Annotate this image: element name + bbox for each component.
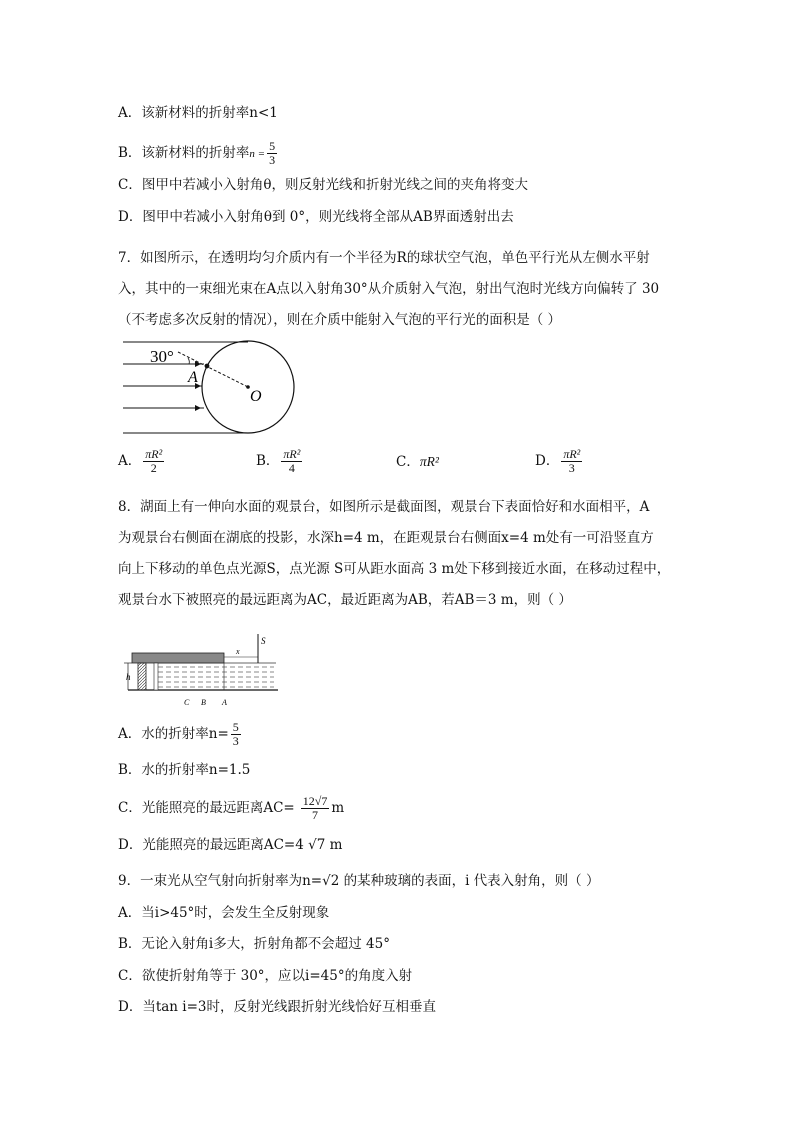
q6-option-b-text: B．该新材料的折射率 [118,145,250,161]
q7-stem-line-3: （不考虑多次反射的情况），则在介质中能射入气泡的平行光的面积是（ ） [118,312,562,328]
q8-option-d: D．光能照亮的最远距离AC=4 √7 m [118,837,343,853]
label-c: C [184,698,190,707]
q8-stem-line-4: 观景台水下被照亮的最远距离为AC，最近距离为AB，若AB＝3 m，则（ ） [118,592,572,608]
q8-option-b: B．水的折射率n=1.5 [118,762,251,778]
q7-stem-line-1: 7．如图所示，在透明均匀介质内有一个半径为R的球状空气泡，单色平行光从左侧水平射 [118,250,650,266]
viewing-platform [132,653,224,663]
q6-option-b-n: n = [249,148,266,160]
q7-option-a: A． $\frac{\text{πR²}}{2}$ [118,447,163,475]
q8-stem-line-2: 为观景台右侧面在湖底的投影，水深h=4 m，在距观景台右侧面x=4 m处有一可沿竖直方 [118,530,654,546]
q9-option-d: D．当tan i=3时，反射光线跟折射光线恰好互相垂直 [118,999,437,1015]
q9-option-b: B．无论入射角i多大，折射角都不会超过 45° [118,936,390,952]
q7-stem-line-2: 入，其中的一束细光束在A点以入射角30°从介质射入气泡，射出气泡时光线方向偏转了 30 [118,281,660,297]
q7-figure [118,335,303,440]
q9-option-a: A．当i>45°时，会发生全反射现象 [118,905,330,921]
q8-option-a: A．水的折射率n= $\frac{5}{3}$ [118,720,239,748]
q6-option-d: D．图甲中若减小入射角θ到 0°，则光线将全部从AB界面透射出去 [118,209,514,225]
angle-label: 30° [150,347,174,366]
pillar [138,663,146,690]
label-o: O [250,388,262,405]
q8-option-c: C．光能照亮的最远距离AC= $\frac{12√7}{7}$ m [118,794,345,822]
q9-stem: 9．一束光从空气射向折射率为n=√2 的某种玻璃的表面，i 代表入射角，则（ ） [118,873,600,889]
q6-option-c: C．图甲中若减小入射角θ，则反射光线和折射光线之间的夹角将变大 [118,177,528,193]
label-a: A [222,698,227,707]
q9-option-c: C．欲使折射角等于 30°，应以i=45°的角度入射 [118,968,413,984]
label-h: h [126,672,131,682]
label-a: A [188,369,198,386]
q7-option-c: C．πR² [396,454,439,470]
q6-option-b [118,140,279,167]
q8-figure [118,620,283,712]
label-b: B [201,698,206,707]
label-s: S [261,636,266,646]
point-a [205,364,210,369]
q8-stem-line-1: 8．湖面上有一伸向水面的观景台，如图所示是截面图，观景台下表面恰好和水面相平，A [118,499,650,515]
q6-option-b-fraction: $\frac{5}{3}$ [269,139,276,167]
q6-option-a: A．该新材料的折射率n<1 [118,105,278,121]
q7-option-d: D． $\frac{\text{πR²}}{3}$ [535,447,581,475]
q7-option-b: B． $\frac{\text{πR²}}{4}$ [256,447,301,475]
water-body [154,663,274,690]
label-x: x [236,647,240,656]
q8-stem-line-3: 向上下移动的单色点光源S，点光源 S可从距水面高 3 m处下移到接近水面，在移动过程中， [118,561,671,577]
